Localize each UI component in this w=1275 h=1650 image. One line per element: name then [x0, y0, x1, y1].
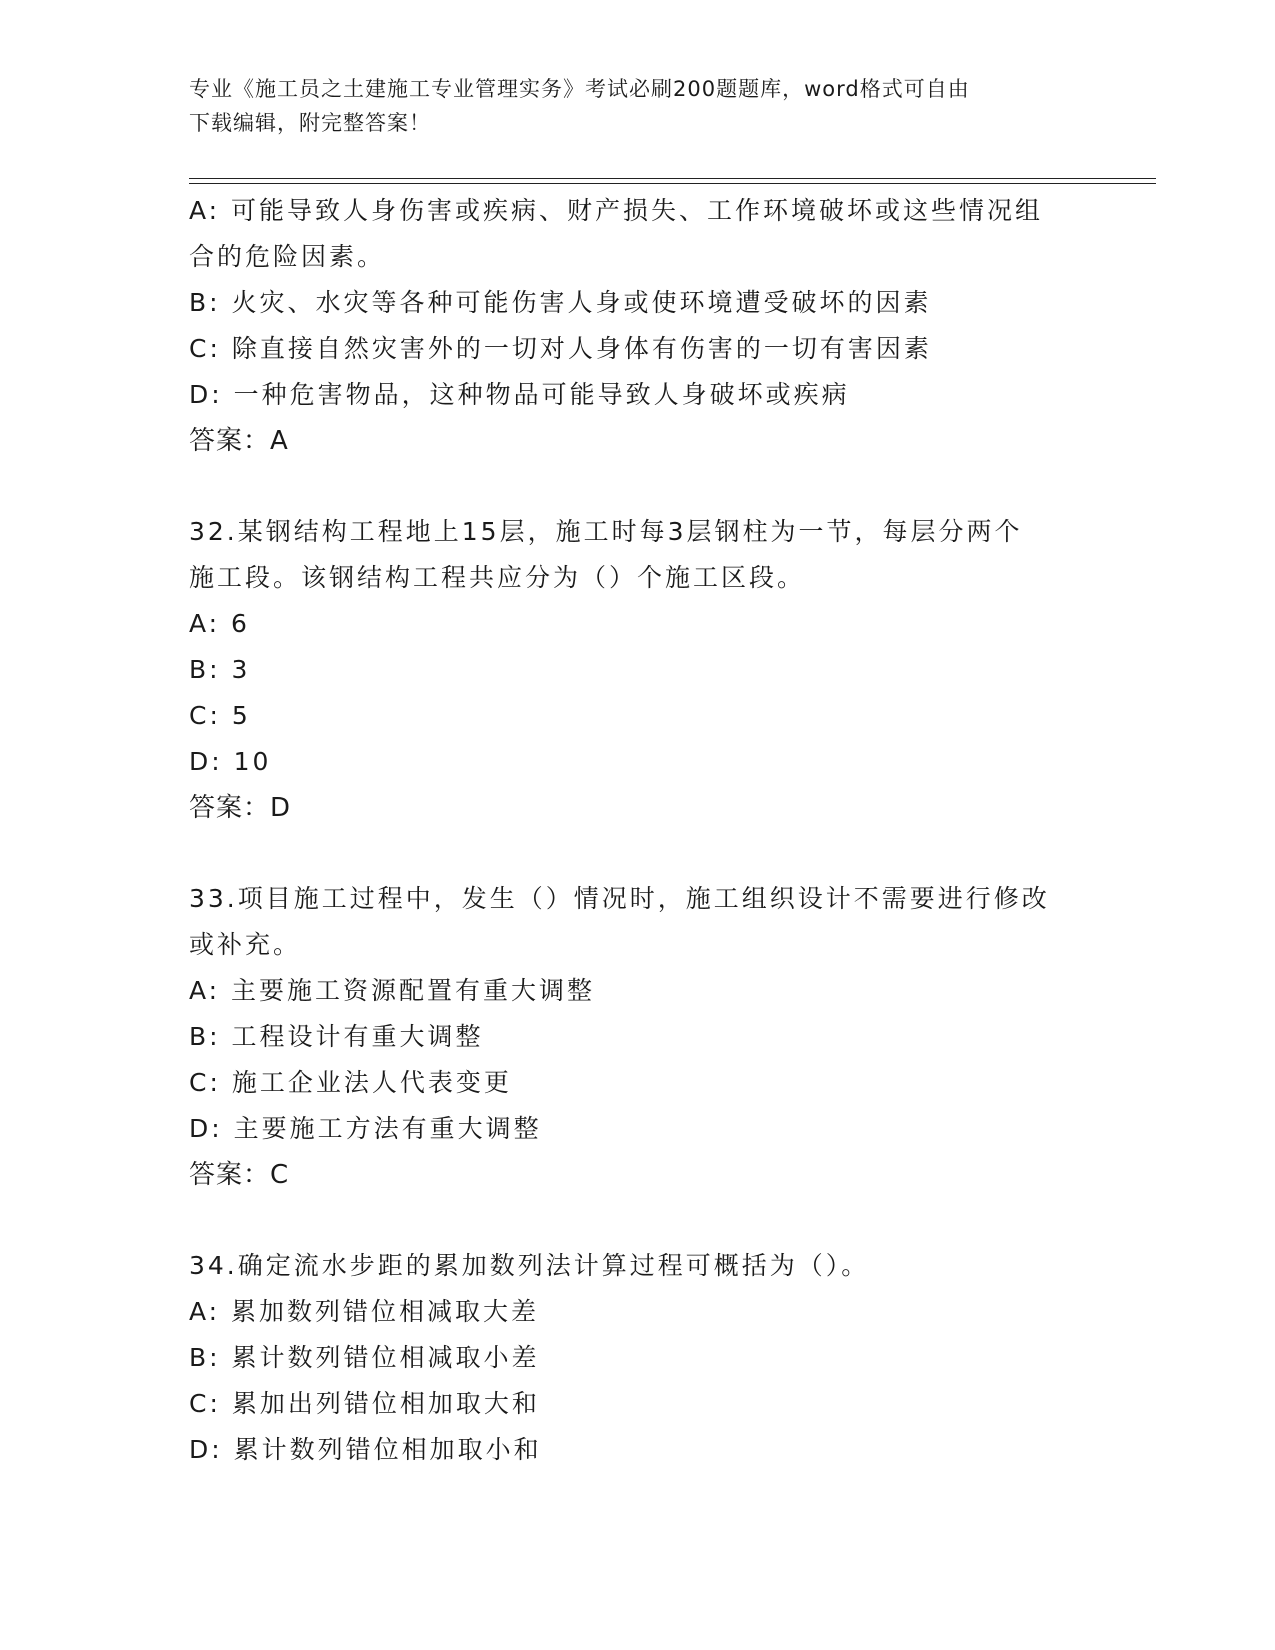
header-divider-top — [189, 178, 1156, 179]
option-d: D: 一种危害物品，这种物品可能导致人身破坏或疾病 — [189, 380, 850, 409]
option-a: A: 主要施工资源配置有重大调整 — [189, 976, 596, 1005]
option-c: C: 除直接自然灾害外的一切对人身体有伤害的一切有害因素 — [189, 334, 932, 363]
question-33 — [189, 876, 1089, 1198]
option-c: C: 累加出列错位相加取大和 — [189, 1389, 540, 1418]
question-stem: 33.项目施工过程中，发生（）情况时，施工组织设计不需要进行修改 — [189, 884, 1050, 913]
option-b: B: 工程设计有重大调整 — [189, 1022, 484, 1051]
option-a: A: 6 — [189, 609, 250, 638]
option-a-continued: 合的危险因素。 — [189, 242, 386, 271]
option-d: D: 10 — [189, 747, 272, 776]
answer-line: 答案：A — [189, 426, 289, 456]
question-31 — [189, 188, 1089, 464]
option-c: C: 施工企业法人代表变更 — [189, 1068, 512, 1097]
option-b: B: 累计数列错位相减取小差 — [189, 1343, 540, 1372]
question-spacer — [189, 1198, 1089, 1243]
option-c: C: 5 — [189, 701, 251, 730]
question-32 — [189, 509, 1089, 831]
option-a: A: 累加数列错位相减取大差 — [189, 1297, 540, 1326]
option-b: B: 3 — [189, 655, 251, 684]
header-title-line-1: 专业《施工员之土建施工专业管理实务》考试必刷200题题库，word格式可自由 — [189, 77, 970, 101]
question-spacer — [189, 831, 1089, 876]
document-header — [189, 72, 1089, 140]
question-stem: 34.确定流水步距的累加数列法计算过程可概括为（）。 — [189, 1251, 870, 1280]
question-stem-continued: 或补充。 — [189, 930, 302, 959]
question-stem: 32.某钢结构工程地上15层，施工时每3层钢柱为一节，每层分两个 — [189, 517, 1023, 546]
answer-line: 答案：C — [189, 1160, 290, 1190]
option-d: D: 主要施工方法有重大调整 — [189, 1114, 542, 1143]
header-divider-bottom — [189, 183, 1156, 184]
question-34 — [189, 1243, 1089, 1473]
question-stem-continued: 施工段。该钢结构工程共应分为（）个施工区段。 — [189, 563, 806, 592]
question-spacer — [189, 464, 1089, 509]
answer-line: 答案：D — [189, 793, 292, 823]
option-b: B: 火灾、水灾等各种可能伤害人身或使环境遭受破坏的因素 — [189, 288, 932, 317]
option-a: A: 可能导致人身伤害或疾病、财产损失、工作环境破坏或这些情况组 — [189, 196, 1044, 225]
header-title-line-2: 下载编辑，附完整答案！ — [189, 111, 431, 135]
option-d: D: 累计数列错位相加取小和 — [189, 1435, 542, 1464]
question-list — [189, 188, 1089, 1473]
